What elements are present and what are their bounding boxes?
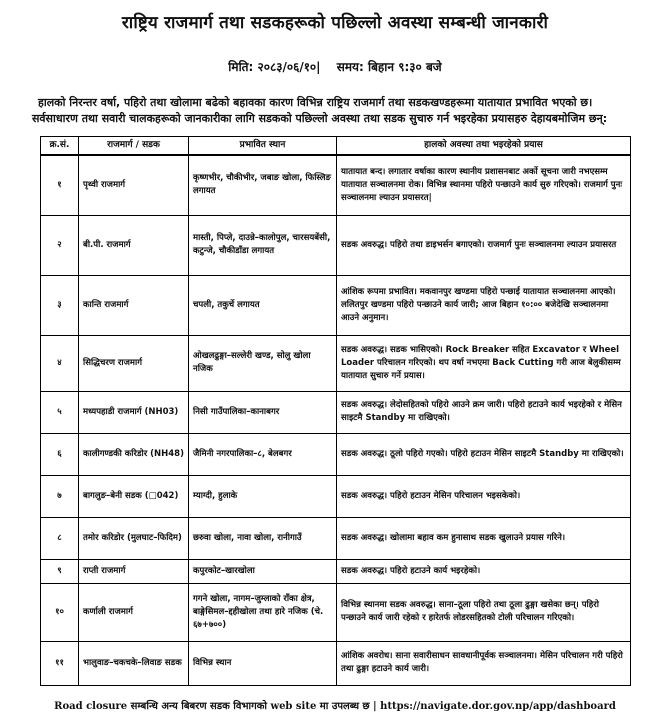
serial-cell: ८	[41, 517, 79, 559]
road-cell: भालुवाङ–चकचके–लिवाङ सडक	[79, 641, 189, 685]
serial-cell: ११	[41, 641, 79, 685]
status-cell: सडक अवरुद्ध। पहिरो हटाउन मेसिन परिचालन भइसकेको।	[337, 475, 631, 517]
serial-cell: १०	[41, 583, 79, 641]
place-cell: मास्ती, पिप्ले, दाउन्ने–कालोपुल, चारसयबेंसी, कटुन्जे, चौकीडाँडा लगायत	[189, 215, 337, 275]
status-cell: सडक अवरुद्ध। सडक भासिएको। Rock Breaker सहित Excavator र Wheel Loader परिचालन गरिएको। थप वर्षा नभएमा Back Cutting गरी आज बेलुकीसम्म यातायात सुचारु गर्ने प्रयास।	[337, 335, 631, 391]
status-cell: सडक अवरुद्ध। पहिरो हटाउने कार्य भइरहेको।	[337, 559, 631, 583]
status-cell: सडक अवरुद्ध। ठूलो पहिरो गएको। पहिरो हटाउन मेसिन साइटमै Standby मा राखिएको।	[337, 433, 631, 475]
serial-cell: ५	[41, 391, 79, 433]
date-time-line	[0, 58, 670, 75]
table-row	[41, 391, 631, 433]
header-affected-place: प्रभावित स्थान	[189, 137, 337, 156]
table-header	[41, 137, 631, 156]
table-row	[41, 155, 631, 215]
status-cell: यातायात बन्द। लगातार वर्षाका कारण स्थानीय प्रशासनबाट अर्को सूचना जारी नभएसम्म यातायात सञ्चालनमा रोक। विभिन्न स्थानमा पहिरो पन्छाउने कार्य सुरु गरिएको। राजमार्ग पुनः सञ्चालनमा ल्याउन प्रयासरत|	[337, 155, 631, 215]
serial-cell: १	[41, 155, 79, 215]
place-cell: ओखलढुङ्गा–सल्लेरी खण्ड, सोलु खोला नजिक	[189, 335, 337, 391]
road-cell: सिद्धिचरण राजमार्ग	[79, 335, 189, 391]
road-cell: तमोर करिडोर (मुलघाट–फिदिम)	[79, 517, 189, 559]
serial-cell: ४	[41, 335, 79, 391]
footer-note: Road closure सम्बन्धि अन्य बिबरण सडक विभागको web site मा उपलब्ध छ | https://navigate.dor.gov.np/app/dashboard	[54, 701, 616, 712]
table-body	[41, 155, 631, 685]
table-row	[41, 583, 631, 641]
place-cell: म्याग्दी, हुलाके	[189, 475, 337, 517]
serial-cell: ९	[41, 559, 79, 583]
document-title: राष्ट्रिय राजमार्ग तथा सडकहरूको पछिल्लो अवस्था सम्बन्धी जानकारी	[121, 13, 549, 33]
date-label: मिति: २०८३/०६/१०|	[228, 60, 321, 74]
status-cell: सडक अवरुद्ध। पहिरो तथा डाइभर्सन बगाएको। राजमार्ग पुनः सञ्चालनमा ल्याउन प्रयासरत	[337, 215, 631, 275]
intro-line-1: हालको निरन्तर वर्षा, पहिरो तथा खोलामा बढेको बहावका कारण विभिन्न राष्ट्रिय राजमार्ग तथा सडकखण्डहरूमा यातायात प्रभावित भएको छ।	[38, 96, 593, 109]
place-cell: निसी गाउँपालिका–कानाबगर	[189, 391, 337, 433]
place-cell: छरुवा खोला, नावा खोला, रानीगाउँ	[189, 517, 337, 559]
status-cell: सडक अवरुद्ध। खोलामा बहाव कम हुनासाथ सडक खुलाउने प्रयास गरिने।	[337, 517, 631, 559]
status-cell: विभिन्न स्थानमा सडक अवरुद्ध। साना–ठूला पहिरो तथा ठूला ढुङ्गा खसेका छन्। पहिरो पन्छाउने कार्य जारी रहेको र हारेतर्फ लोडरसहितको टोली परिचालन गरिएको।	[337, 583, 631, 641]
table-row	[41, 215, 631, 275]
status-cell: आंशिक रूपमा प्रभावित। मकवानपुर खण्डमा पहिरो पन्छाई यातायात सञ्चालनमा आएको। ललितपुर खण्डमा पहिरो पन्छाउने कार्य जारी; आज बिहान १०:०० बजेदेखि सञ्चालनमा आउने अनुमान।	[337, 275, 631, 335]
road-cell: कालीगण्डकी करिडोर (NH48)	[79, 433, 189, 475]
serial-cell: ३	[41, 275, 79, 335]
intro-line-2: सर्वसाधारण तथा सवारी चालकहरूको जानकारीका लागि सडकको पछिल्लो अवस्था तथा सडक सुचारु गर्न भइरहेका प्रयासहरु देहायबमोजिम छन्:	[32, 112, 608, 125]
intro-paragraph	[32, 95, 638, 127]
status-cell: आंशिक अवरोध। साना सवारीसाधन सावधानीपूर्वक सञ्चालनमा। मेसिन परिचालन गरी पहिरो तथा ढुङ्गा हटाउने कार्य जारी।	[337, 641, 631, 685]
road-cell: बागलुङ–बेनी सडक (□042)	[79, 475, 189, 517]
place-cell: विभिन्न स्थान	[189, 641, 337, 685]
header-status: हालको अवस्था तथा भइरहेको प्रयास	[337, 137, 631, 156]
header-road: राजमार्ग / सडक	[79, 137, 189, 156]
place-cell: कृष्णभीर, चौकीभीर, जबाङ खोला, फिस्लिङ लगायत	[189, 155, 337, 215]
header-serial: क्र.सं.	[41, 137, 79, 156]
road-status-table	[40, 136, 631, 686]
road-cell: पृथ्वी राजमार्ग	[79, 155, 189, 215]
place-cell: जैमिनी नगरपालिका–८, बेलबगर	[189, 433, 337, 475]
road-cell: कर्णाली राजमार्ग	[79, 583, 189, 641]
serial-cell: ६	[41, 433, 79, 475]
place-cell: कपुरकोट–खारखोला	[189, 559, 337, 583]
serial-cell: ७	[41, 475, 79, 517]
table-row	[41, 335, 631, 391]
road-cell: मध्यपहाडी राजमार्ग (NH03)	[79, 391, 189, 433]
table-row	[41, 475, 631, 517]
status-cell: सडक अवरुद्ध। लेदोसहितको पहिरो आउने क्रम जारी। पहिरो हटाउने कार्य भइरहेको र मेसिन साइटमै Standby मा राखिएको।	[337, 391, 631, 433]
table-row	[41, 275, 631, 335]
road-cell: बी.पी. राजमार्ग	[79, 215, 189, 275]
table-row	[41, 517, 631, 559]
table-row	[41, 641, 631, 685]
table-row	[41, 433, 631, 475]
place-cell: चपली, तकुर्चे लगायत	[189, 275, 337, 335]
place-cell: गगने खोला, नागम–जुम्लाको राँका क्षेत्र, बाङ्गेसिमल–द्दहीखोला तथा हारे नजिक (चे. ६७+७००)	[189, 583, 337, 641]
table-row	[41, 559, 631, 583]
time-label: समय: बिहान ९:३० बजे	[336, 60, 442, 74]
road-cell: कान्ति राजमार्ग	[79, 275, 189, 335]
road-cell: राप्ती राजमार्ग	[79, 559, 189, 583]
serial-cell: २	[41, 215, 79, 275]
